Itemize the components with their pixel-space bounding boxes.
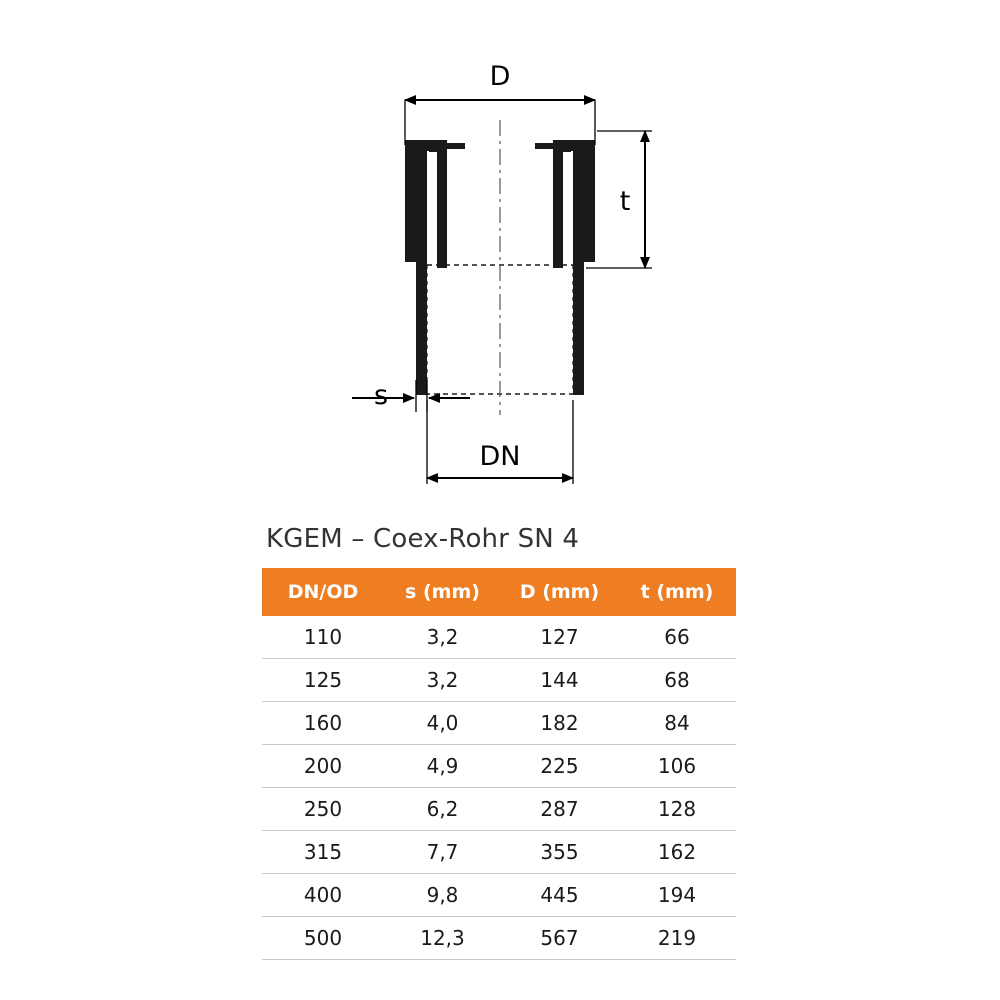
table-row	[262, 917, 736, 960]
cell-dn-od: 160	[262, 702, 384, 745]
table-row	[262, 702, 736, 745]
cell-s: 6,2	[384, 788, 501, 831]
cell-s: 3,2	[384, 659, 501, 702]
dimension-label-t: t	[619, 186, 631, 217]
cell-t: 84	[618, 702, 736, 745]
cell-d: 127	[501, 616, 618, 659]
cell-d: 144	[501, 659, 618, 702]
specification-block	[262, 524, 736, 960]
cell-d: 567	[501, 917, 618, 960]
dimension-t	[586, 131, 652, 268]
cell-dn-od: 315	[262, 831, 384, 874]
dimension-label-dn: DN	[479, 441, 521, 472]
table-title: KGEM – Coex-Rohr SN 4	[266, 524, 580, 554]
cell-t: 66	[618, 616, 736, 659]
column-header-t: t (mm)	[618, 568, 736, 616]
cell-t: 68	[618, 659, 736, 702]
table-row	[262, 659, 736, 702]
column-header-d: D (mm)	[501, 568, 618, 616]
cell-t: 219	[618, 917, 736, 960]
dimension-s	[352, 380, 470, 412]
table-row	[262, 616, 736, 659]
dimension-label-s: s	[373, 380, 389, 411]
cell-s: 4,9	[384, 745, 501, 788]
column-header-s: s (mm)	[384, 568, 501, 616]
cell-s: 3,2	[384, 616, 501, 659]
cell-d: 445	[501, 874, 618, 917]
table-header-row	[262, 568, 736, 616]
cell-d: 225	[501, 745, 618, 788]
table-row	[262, 745, 736, 788]
cell-s: 7,7	[384, 831, 501, 874]
cell-t: 106	[618, 745, 736, 788]
table-row	[262, 874, 736, 917]
cell-dn-od: 110	[262, 616, 384, 659]
cell-d: 287	[501, 788, 618, 831]
cell-dn-od: 125	[262, 659, 384, 702]
dimension-label-d: D	[489, 61, 511, 92]
cell-dn-od: 400	[262, 874, 384, 917]
cell-t: 128	[618, 788, 736, 831]
cell-dn-od: 200	[262, 745, 384, 788]
cell-s: 4,0	[384, 702, 501, 745]
cell-d: 355	[501, 831, 618, 874]
cell-d: 182	[501, 702, 618, 745]
cell-dn-od: 500	[262, 917, 384, 960]
cell-s: 12,3	[384, 917, 501, 960]
cell-t: 162	[618, 831, 736, 874]
table-row	[262, 788, 736, 831]
specification-table	[262, 568, 736, 960]
cell-t: 194	[618, 874, 736, 917]
cell-s: 9,8	[384, 874, 501, 917]
cell-dn-od: 250	[262, 788, 384, 831]
table-row	[262, 831, 736, 874]
column-header-dn-od: DN/OD	[262, 568, 384, 616]
